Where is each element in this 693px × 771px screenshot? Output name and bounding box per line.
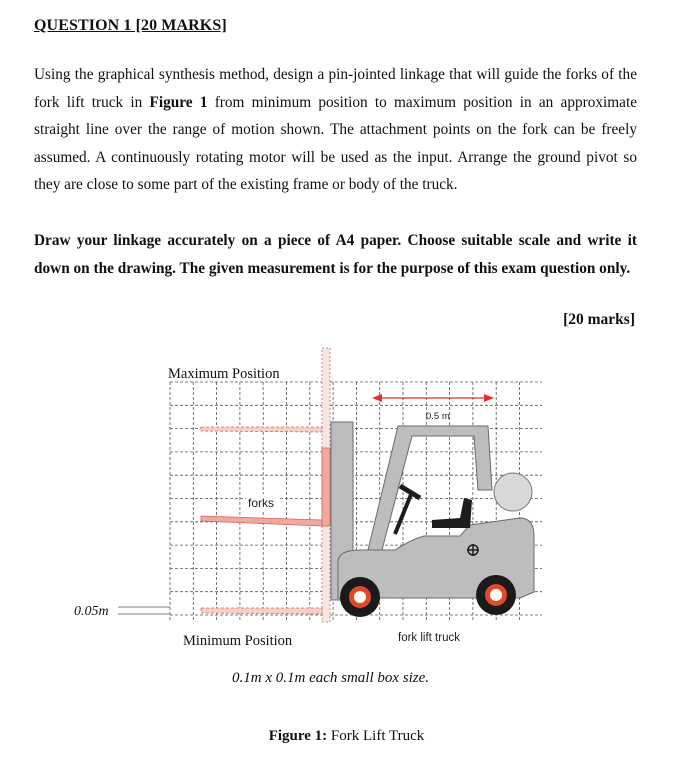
counterweight-ball bbox=[494, 473, 532, 511]
drawing-instructions: Draw your linkage accurately on a piece of A4 paper. Choose suitable scale and write it down on the drawing. The given measurement is for the purpose of this exam question only. bbox=[34, 232, 637, 277]
forklift-truck bbox=[331, 422, 534, 617]
rear-wheel bbox=[476, 575, 516, 615]
fork-vertical bbox=[322, 448, 330, 526]
instructions-text-b: from minimum position to maximum position in an approximate straight line over the range of motion shown. The attachment points on the fork can be freely assumed. A continuously rotating motor will be used as the input. Arrange the ground pivot so they are close to some part of the existing frame or body of the truck. bbox=[34, 93, 637, 194]
question-heading: QUESTION 1 [20 MARKS] bbox=[34, 17, 227, 34]
minimum-position-label: Minimum Position bbox=[183, 633, 293, 649]
caption-text: Fork Lift Truck bbox=[327, 728, 425, 744]
dimension-arrow bbox=[372, 394, 494, 402]
forks-label: forks bbox=[248, 496, 275, 510]
forks-current-position bbox=[201, 516, 322, 526]
dimension-label: 0.5 m bbox=[426, 411, 450, 422]
question-instructions bbox=[34, 61, 637, 199]
forks-minimum-position bbox=[201, 608, 322, 614]
front-wheel bbox=[340, 577, 380, 617]
offset-label: 0.05m bbox=[74, 604, 109, 619]
scale-note: 0.1m x 0.1m each small box size. bbox=[232, 670, 430, 686]
figure-reference: Figure 1 bbox=[149, 93, 208, 111]
fork-lift-truck-label: fork lift truck bbox=[398, 632, 460, 644]
forks-maximum-position bbox=[201, 427, 322, 432]
instructions-text-a: Using the graphical synthesis method, design a pin-jointed linkage that will guide the forks of the fork lift truck in bbox=[34, 66, 637, 111]
caption-label: Figure 1: bbox=[268, 728, 328, 744]
maximum-position-label: Maximum Position bbox=[168, 366, 280, 382]
figure-caption bbox=[0, 728, 693, 745]
marks-label: [20 marks] bbox=[563, 311, 635, 328]
operator-seat bbox=[432, 498, 472, 528]
